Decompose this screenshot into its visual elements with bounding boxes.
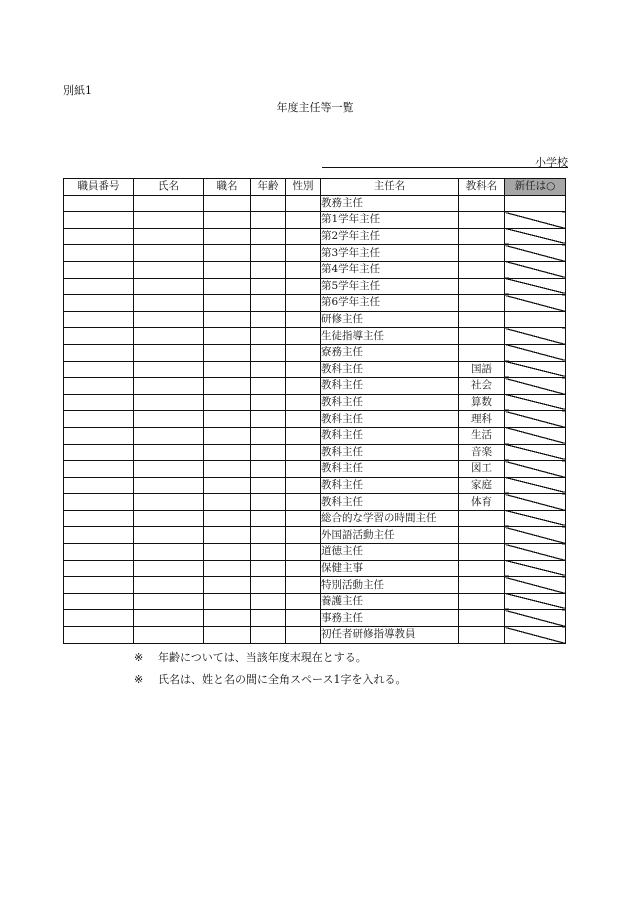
cell-name[interactable] bbox=[134, 544, 204, 561]
cell-position[interactable] bbox=[204, 295, 251, 312]
table-row bbox=[64, 295, 566, 312]
cell-role: 初任者研修指導教員 bbox=[321, 627, 459, 644]
cell-subject[interactable]: 生活 bbox=[459, 427, 505, 444]
table-header-row bbox=[64, 179, 566, 196]
cell-name[interactable] bbox=[134, 444, 204, 461]
cell-subject[interactable]: 国語 bbox=[459, 361, 505, 378]
note-text: 年齢については、当該年度末現在とする。 bbox=[158, 651, 367, 664]
cell-gender[interactable] bbox=[286, 444, 321, 461]
cell-subject[interactable]: 音楽 bbox=[459, 444, 505, 461]
cell-new-hire[interactable] bbox=[505, 394, 566, 411]
table-row bbox=[64, 278, 566, 295]
cell-role: 第6学年主任 bbox=[321, 295, 459, 312]
cell-new-hire[interactable] bbox=[505, 560, 566, 577]
cell-gender[interactable] bbox=[286, 527, 321, 544]
cell-subject[interactable]: 家庭 bbox=[459, 477, 505, 494]
cell-gender[interactable] bbox=[286, 610, 321, 627]
cell-name[interactable] bbox=[134, 212, 204, 229]
cell-staff-number[interactable] bbox=[64, 394, 134, 411]
cell-new-hire[interactable] bbox=[505, 344, 566, 361]
cell-position[interactable] bbox=[204, 328, 251, 345]
cell-role: 第4学年主任 bbox=[321, 261, 459, 278]
cell-gender[interactable] bbox=[286, 245, 321, 262]
cell-age[interactable] bbox=[251, 295, 286, 312]
cell-position[interactable] bbox=[204, 195, 251, 212]
cell-role: 教科主任 bbox=[321, 361, 459, 378]
cell-age[interactable] bbox=[251, 311, 286, 328]
cell-position[interactable] bbox=[204, 527, 251, 544]
cell-new-hire[interactable] bbox=[505, 212, 566, 229]
cell-subject[interactable]: 理科 bbox=[459, 411, 505, 428]
cell-gender[interactable] bbox=[286, 261, 321, 278]
cell-role: 生徒指導主任 bbox=[321, 328, 459, 345]
cell-role: 事務主任 bbox=[321, 610, 459, 627]
cell-position[interactable] bbox=[204, 593, 251, 610]
cell-name[interactable] bbox=[134, 610, 204, 627]
cell-role: 教科主任 bbox=[321, 411, 459, 428]
cell-position[interactable] bbox=[204, 544, 251, 561]
cell-gender[interactable] bbox=[286, 560, 321, 577]
cell-name[interactable] bbox=[134, 411, 204, 428]
cell-age[interactable] bbox=[251, 228, 286, 245]
cell-subject[interactable] bbox=[459, 228, 505, 245]
cell-subject[interactable] bbox=[459, 344, 505, 361]
header-gender: 性別 bbox=[286, 179, 321, 196]
cell-staff-number[interactable] bbox=[64, 510, 134, 527]
cell-staff-number[interactable] bbox=[64, 278, 134, 295]
cell-position[interactable] bbox=[204, 361, 251, 378]
cell-age[interactable] bbox=[251, 527, 286, 544]
cell-age[interactable] bbox=[251, 477, 286, 494]
cell-new-hire[interactable] bbox=[505, 427, 566, 444]
cell-staff-number[interactable] bbox=[64, 461, 134, 478]
cell-new-hire[interactable] bbox=[505, 195, 566, 212]
cell-gender[interactable] bbox=[286, 228, 321, 245]
cell-name[interactable] bbox=[134, 477, 204, 494]
cell-role: 第5学年主任 bbox=[321, 278, 459, 295]
annex-label: 別紙1 bbox=[63, 84, 92, 97]
cell-gender[interactable] bbox=[286, 427, 321, 444]
cell-name[interactable] bbox=[134, 494, 204, 511]
cell-age[interactable] bbox=[251, 212, 286, 229]
cell-name[interactable] bbox=[134, 311, 204, 328]
cell-new-hire[interactable] bbox=[505, 477, 566, 494]
cell-age[interactable] bbox=[251, 444, 286, 461]
cell-name[interactable] bbox=[134, 378, 204, 395]
cell-name[interactable] bbox=[134, 577, 204, 594]
cell-name[interactable] bbox=[134, 560, 204, 577]
cell-role: 教科主任 bbox=[321, 427, 459, 444]
cell-age[interactable] bbox=[251, 394, 286, 411]
cell-role: 総合的な学習の時間主任 bbox=[321, 510, 459, 527]
cell-gender[interactable] bbox=[286, 477, 321, 494]
cell-subject[interactable]: 社会 bbox=[459, 378, 505, 395]
cell-position[interactable] bbox=[204, 560, 251, 577]
cell-position[interactable] bbox=[204, 461, 251, 478]
cell-role: 特別活動主任 bbox=[321, 577, 459, 594]
cell-staff-number[interactable] bbox=[64, 361, 134, 378]
cell-age[interactable] bbox=[251, 577, 286, 594]
school-name-suffix: 小学校 bbox=[535, 156, 568, 169]
cell-staff-number[interactable] bbox=[64, 311, 134, 328]
cell-gender[interactable] bbox=[286, 544, 321, 561]
cell-name[interactable] bbox=[134, 461, 204, 478]
cell-new-hire[interactable] bbox=[505, 361, 566, 378]
cell-name[interactable] bbox=[134, 295, 204, 312]
table-row bbox=[64, 311, 566, 328]
cell-role: 保健主事 bbox=[321, 560, 459, 577]
table-row bbox=[64, 560, 566, 577]
cell-staff-number[interactable] bbox=[64, 444, 134, 461]
cell-staff-number[interactable] bbox=[64, 245, 134, 262]
cell-staff-number[interactable] bbox=[64, 610, 134, 627]
cell-staff-number[interactable] bbox=[64, 411, 134, 428]
cell-name[interactable] bbox=[134, 261, 204, 278]
cell-subject[interactable]: 図工 bbox=[459, 461, 505, 478]
cell-role: 外国語活動主任 bbox=[321, 527, 459, 544]
cell-role: 研修主任 bbox=[321, 311, 459, 328]
table-row bbox=[64, 610, 566, 627]
cell-gender[interactable] bbox=[286, 593, 321, 610]
cell-role: 寮務主任 bbox=[321, 344, 459, 361]
cell-subject[interactable] bbox=[459, 627, 505, 644]
cell-gender[interactable] bbox=[286, 344, 321, 361]
cell-age[interactable] bbox=[251, 378, 286, 395]
table-row bbox=[64, 344, 566, 361]
cell-staff-number[interactable] bbox=[64, 261, 134, 278]
cell-subject[interactable] bbox=[459, 577, 505, 594]
cell-subject[interactable] bbox=[459, 610, 505, 627]
cell-subject[interactable] bbox=[459, 261, 505, 278]
cell-role: 教科主任 bbox=[321, 494, 459, 511]
cell-age[interactable] bbox=[251, 494, 286, 511]
note-mark: ※ bbox=[134, 673, 144, 686]
note-text: 氏名は、姓と名の間に全角スペース1字を入れる。 bbox=[158, 673, 407, 686]
cell-gender[interactable] bbox=[286, 494, 321, 511]
table-row bbox=[64, 394, 566, 411]
table-row bbox=[64, 195, 566, 212]
notes bbox=[134, 647, 406, 691]
cell-new-hire[interactable] bbox=[505, 228, 566, 245]
cell-subject[interactable] bbox=[459, 593, 505, 610]
cell-staff-number[interactable] bbox=[64, 593, 134, 610]
cell-age[interactable] bbox=[251, 411, 286, 428]
cell-age[interactable] bbox=[251, 195, 286, 212]
cell-age[interactable] bbox=[251, 361, 286, 378]
cell-age[interactable] bbox=[251, 245, 286, 262]
cell-position[interactable] bbox=[204, 245, 251, 262]
cell-age[interactable] bbox=[251, 461, 286, 478]
cell-position[interactable] bbox=[204, 444, 251, 461]
cell-new-hire[interactable] bbox=[505, 444, 566, 461]
cell-position[interactable] bbox=[204, 510, 251, 527]
cell-gender[interactable] bbox=[286, 361, 321, 378]
cell-role: 教科主任 bbox=[321, 461, 459, 478]
cell-age[interactable] bbox=[251, 593, 286, 610]
table-row bbox=[64, 328, 566, 345]
cell-role: 教務主任 bbox=[321, 195, 459, 212]
cell-name[interactable] bbox=[134, 228, 204, 245]
cell-subject[interactable] bbox=[459, 560, 505, 577]
cell-staff-number[interactable] bbox=[64, 344, 134, 361]
cell-gender[interactable] bbox=[286, 577, 321, 594]
cell-gender[interactable] bbox=[286, 195, 321, 212]
cell-new-hire[interactable] bbox=[505, 328, 566, 345]
cell-role: 道徳主任 bbox=[321, 544, 459, 561]
cell-staff-number[interactable] bbox=[64, 295, 134, 312]
cell-age[interactable] bbox=[251, 510, 286, 527]
cell-position[interactable] bbox=[204, 311, 251, 328]
table-row bbox=[64, 461, 566, 478]
cell-new-hire[interactable] bbox=[505, 378, 566, 395]
table-row bbox=[64, 245, 566, 262]
cell-age[interactable] bbox=[251, 627, 286, 644]
cell-new-hire[interactable] bbox=[505, 261, 566, 278]
header-staff-number: 職員番号 bbox=[64, 179, 134, 196]
cell-position[interactable] bbox=[204, 494, 251, 511]
cell-position[interactable] bbox=[204, 394, 251, 411]
cell-subject[interactable] bbox=[459, 295, 505, 312]
header-position: 職名 bbox=[204, 179, 251, 196]
cell-position[interactable] bbox=[204, 261, 251, 278]
cell-name[interactable] bbox=[134, 593, 204, 610]
table-row bbox=[64, 510, 566, 527]
table-row bbox=[64, 494, 566, 511]
cell-position[interactable] bbox=[204, 378, 251, 395]
table-row bbox=[64, 593, 566, 610]
note-age bbox=[134, 647, 406, 669]
header-subject: 教科名 bbox=[459, 179, 505, 196]
header-name: 氏名 bbox=[134, 179, 204, 196]
header-role: 主任名 bbox=[321, 179, 459, 196]
cell-position[interactable] bbox=[204, 610, 251, 627]
cell-name[interactable] bbox=[134, 427, 204, 444]
cell-new-hire[interactable] bbox=[505, 461, 566, 478]
table-row bbox=[64, 477, 566, 494]
cell-subject[interactable] bbox=[459, 245, 505, 262]
table-row bbox=[64, 627, 566, 644]
cell-new-hire[interactable] bbox=[505, 245, 566, 262]
cell-age[interactable] bbox=[251, 544, 286, 561]
cell-subject[interactable] bbox=[459, 278, 505, 295]
cell-position[interactable] bbox=[204, 228, 251, 245]
cell-gender[interactable] bbox=[286, 411, 321, 428]
cell-role: 養護主任 bbox=[321, 593, 459, 610]
table-row bbox=[64, 427, 566, 444]
cell-age[interactable] bbox=[251, 344, 286, 361]
cell-new-hire[interactable] bbox=[505, 593, 566, 610]
cell-position[interactable] bbox=[204, 344, 251, 361]
header-new-hire: 新任は○ bbox=[505, 179, 566, 196]
cell-position[interactable] bbox=[204, 427, 251, 444]
cell-age[interactable] bbox=[251, 427, 286, 444]
cell-role: 第3学年主任 bbox=[321, 245, 459, 262]
cell-age[interactable] bbox=[251, 328, 286, 345]
cell-gender[interactable] bbox=[286, 394, 321, 411]
cell-position[interactable] bbox=[204, 577, 251, 594]
cell-new-hire[interactable] bbox=[505, 411, 566, 428]
note-mark: ※ bbox=[134, 651, 144, 664]
cell-name[interactable] bbox=[134, 328, 204, 345]
note-name bbox=[134, 669, 406, 691]
cell-new-hire[interactable] bbox=[505, 295, 566, 312]
cell-role: 教科主任 bbox=[321, 477, 459, 494]
cell-role: 教科主任 bbox=[321, 444, 459, 461]
cell-position[interactable] bbox=[204, 627, 251, 644]
table-body bbox=[64, 195, 566, 643]
cell-position[interactable] bbox=[204, 212, 251, 229]
cell-subject[interactable] bbox=[459, 212, 505, 229]
cell-new-hire[interactable] bbox=[505, 494, 566, 511]
cell-subject[interactable]: 算数 bbox=[459, 394, 505, 411]
cell-new-hire[interactable] bbox=[505, 311, 566, 328]
cell-role: 第2学年主任 bbox=[321, 228, 459, 245]
cell-staff-number[interactable] bbox=[64, 577, 134, 594]
table-row bbox=[64, 444, 566, 461]
table-row bbox=[64, 378, 566, 395]
cell-name[interactable] bbox=[134, 394, 204, 411]
cell-new-hire[interactable] bbox=[505, 577, 566, 594]
cell-gender[interactable] bbox=[286, 212, 321, 229]
document-title: 年度主任等一覧 bbox=[276, 101, 354, 114]
cell-staff-number[interactable] bbox=[64, 494, 134, 511]
cell-new-hire[interactable] bbox=[505, 544, 566, 561]
cell-staff-number[interactable] bbox=[64, 477, 134, 494]
cell-staff-number[interactable] bbox=[64, 212, 134, 229]
cell-gender[interactable] bbox=[286, 311, 321, 328]
cell-new-hire[interactable] bbox=[505, 610, 566, 627]
cell-gender[interactable] bbox=[286, 295, 321, 312]
cell-staff-number[interactable] bbox=[64, 378, 134, 395]
staff-roles-table bbox=[63, 178, 566, 644]
cell-subject[interactable] bbox=[459, 510, 505, 527]
table-row bbox=[64, 261, 566, 278]
table-row bbox=[64, 527, 566, 544]
cell-subject[interactable] bbox=[459, 328, 505, 345]
cell-gender[interactable] bbox=[286, 328, 321, 345]
school-name-line bbox=[322, 167, 568, 168]
cell-gender[interactable] bbox=[286, 461, 321, 478]
cell-new-hire[interactable] bbox=[505, 627, 566, 644]
cell-subject[interactable]: 体育 bbox=[459, 494, 505, 511]
cell-subject[interactable] bbox=[459, 195, 505, 212]
cell-staff-number[interactable] bbox=[64, 527, 134, 544]
cell-subject[interactable] bbox=[459, 311, 505, 328]
cell-name[interactable] bbox=[134, 278, 204, 295]
cell-staff-number[interactable] bbox=[64, 195, 134, 212]
table-row bbox=[64, 361, 566, 378]
cell-name[interactable] bbox=[134, 627, 204, 644]
cell-name[interactable] bbox=[134, 344, 204, 361]
cell-name[interactable] bbox=[134, 245, 204, 262]
cell-age[interactable] bbox=[251, 278, 286, 295]
cell-staff-number[interactable] bbox=[64, 228, 134, 245]
table-row bbox=[64, 228, 566, 245]
header-age: 年齢 bbox=[251, 179, 286, 196]
table-row bbox=[64, 544, 566, 561]
cell-new-hire[interactable] bbox=[505, 527, 566, 544]
cell-name[interactable] bbox=[134, 527, 204, 544]
cell-staff-number[interactable] bbox=[64, 328, 134, 345]
cell-gender[interactable] bbox=[286, 627, 321, 644]
cell-staff-number[interactable] bbox=[64, 427, 134, 444]
cell-position[interactable] bbox=[204, 477, 251, 494]
cell-age[interactable] bbox=[251, 560, 286, 577]
cell-age[interactable] bbox=[251, 610, 286, 627]
cell-gender[interactable] bbox=[286, 510, 321, 527]
cell-name[interactable] bbox=[134, 361, 204, 378]
cell-staff-number[interactable] bbox=[64, 544, 134, 561]
cell-position[interactable] bbox=[204, 278, 251, 295]
table-row bbox=[64, 577, 566, 594]
cell-subject[interactable] bbox=[459, 527, 505, 544]
table-row bbox=[64, 411, 566, 428]
cell-gender[interactable] bbox=[286, 278, 321, 295]
cell-role: 教科主任 bbox=[321, 394, 459, 411]
table-row bbox=[64, 212, 566, 229]
cell-name[interactable] bbox=[134, 510, 204, 527]
cell-subject[interactable] bbox=[459, 544, 505, 561]
cell-new-hire[interactable] bbox=[505, 278, 566, 295]
cell-role: 教科主任 bbox=[321, 378, 459, 395]
cell-role: 第1学年主任 bbox=[321, 212, 459, 229]
cell-age[interactable] bbox=[251, 261, 286, 278]
cell-staff-number[interactable] bbox=[64, 627, 134, 644]
cell-name[interactable] bbox=[134, 195, 204, 212]
cell-gender[interactable] bbox=[286, 378, 321, 395]
cell-new-hire[interactable] bbox=[505, 510, 566, 527]
cell-staff-number[interactable] bbox=[64, 560, 134, 577]
cell-position[interactable] bbox=[204, 411, 251, 428]
